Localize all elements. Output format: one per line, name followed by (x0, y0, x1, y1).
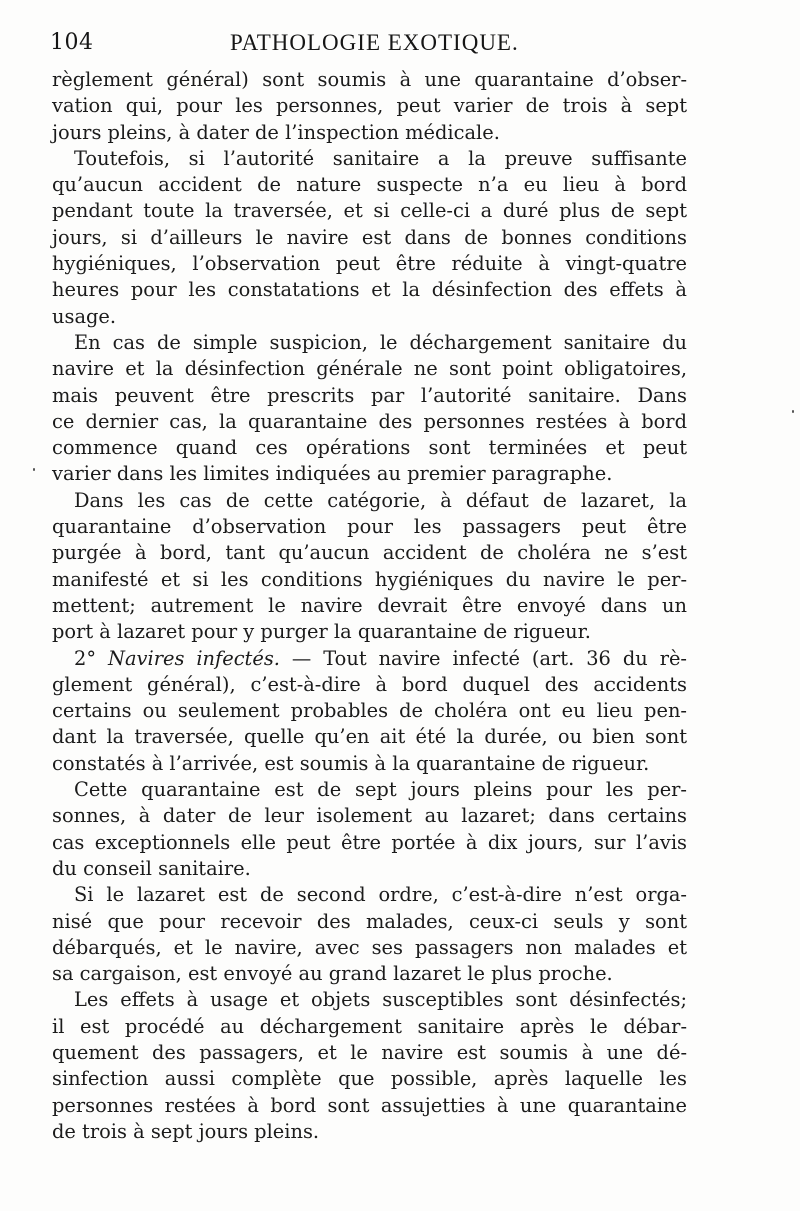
text-line: pendant toute la traversée, et si celle-ci a duré plus de sept (52, 199, 687, 223)
text-line: personnes restées à bord sont assujetties à une quarantaine (52, 1093, 687, 1117)
text-line: varier dans les limites indiquées au premier paragraphe. (52, 462, 613, 486)
text-line: nisé que pour recevoir des malades, ceux-ci seuls y sont (52, 909, 687, 933)
running-head: PATHOLOGIE EXOTIQUE. (230, 30, 519, 55)
text-line: usage. (52, 304, 117, 328)
text-line: de trois à sept jours pleins. (52, 1119, 320, 1143)
text-line: sinfection aussi complète que possible, après laquelle les (52, 1067, 687, 1091)
text-line: jours, si d’ailleurs le navire est dans de bonnes conditions (52, 225, 687, 249)
text-line: ce dernier cas, la quarantaine des personnes restées à bord (52, 409, 687, 433)
text-line: mettent; autrement le navire devrait être envoyé dans un (52, 593, 687, 617)
text-line: certains ou seulement probables de choléra ont eu lieu pen- (52, 699, 687, 723)
text-line: vation qui, pour les personnes, peut varier de trois à sept (52, 94, 687, 118)
page-header (50, 30, 750, 64)
text-line: hygiéniques, l’observation peut être réduite à vingt-quatre (52, 252, 687, 276)
text-line: sonnes, à dater de leur isolement au lazaret; dans certains (52, 804, 687, 828)
text-line: sa cargaison, est envoyé au grand lazaret le plus proche. (52, 962, 613, 986)
text-line: Cette quarantaine est de sept jours pleins pour les per- (74, 778, 687, 802)
text-line: navire et la désinfection générale ne sont point obligatoires, (52, 357, 687, 381)
text-line: cas exceptionnels elle peut être portée à dix jours, sur l’avis (52, 830, 687, 854)
text-line: purgée à bord, tant qu’aucun accident de choléra ne s’est (52, 541, 687, 565)
body-text (52, 67, 687, 1145)
print-speck (792, 410, 794, 413)
text-line: constatés à l’arrivée, est soumis à la quarantaine de rigueur. (52, 751, 650, 775)
text-line: Si le lazaret est de second ordre, c’est-à-dire n’est orga- (74, 883, 687, 907)
text-line: Dans les cas de cette catégorie, à défaut de lazaret, la (74, 488, 687, 512)
text-line: dant la traversée, quelle qu’en ait été la durée, ou bien sont (52, 725, 687, 749)
section-heading-rest: — Tout navire infecté (art. 36 du rè- (279, 646, 687, 670)
text-line: jours pleins, à dater de l’inspection médicale. (52, 120, 500, 144)
page-number: 104 (50, 30, 94, 55)
text-line: Les effets à usage et objets susceptibles sont désinfectés; (74, 988, 687, 1012)
text-line: qu’aucun accident de nature suspecte n’a eu lieu à bord (52, 173, 687, 197)
text-line: règlement général) sont soumis à une quarantaine d’obser- (52, 68, 687, 91)
text-line: port à lazaret pour y purger la quarantaine de rigueur. (52, 620, 591, 644)
section-heading-line (52, 646, 687, 672)
text-line: il est procédé au déchargement sanitaire après le débar- (52, 1014, 687, 1038)
text-line: heures pour les constatations et la désinfection des effets à (52, 278, 687, 302)
text-line: commence quand ces opérations sont terminées et peut (52, 436, 687, 460)
text-line: En cas de simple suspicion, le déchargement sanitaire du (74, 330, 687, 354)
print-speck (33, 468, 35, 471)
text-line: quarantaine d’observation pour les passagers peut être (52, 515, 687, 539)
text-line: du conseil sanitaire. (52, 856, 251, 880)
text-line: glement général), c’est-à-dire à bord duquel des accidents (52, 672, 687, 696)
section-title: Navires infectés. (108, 646, 280, 670)
text-line: quement des passagers, et le navire est soumis à une dé- (52, 1040, 687, 1064)
text-line: Toutefois, si l’autorité sanitaire a la preuve suffisante (74, 146, 687, 170)
section-number: 2° (74, 646, 97, 670)
text-line: mais peuvent être prescrits par l’autorité sanitaire. Dans (52, 383, 687, 407)
text-line: manifesté et si les conditions hygiéniques du navire le per- (52, 567, 687, 591)
text-line: débarqués, et le navire, avec ses passagers non malades et (52, 935, 687, 959)
